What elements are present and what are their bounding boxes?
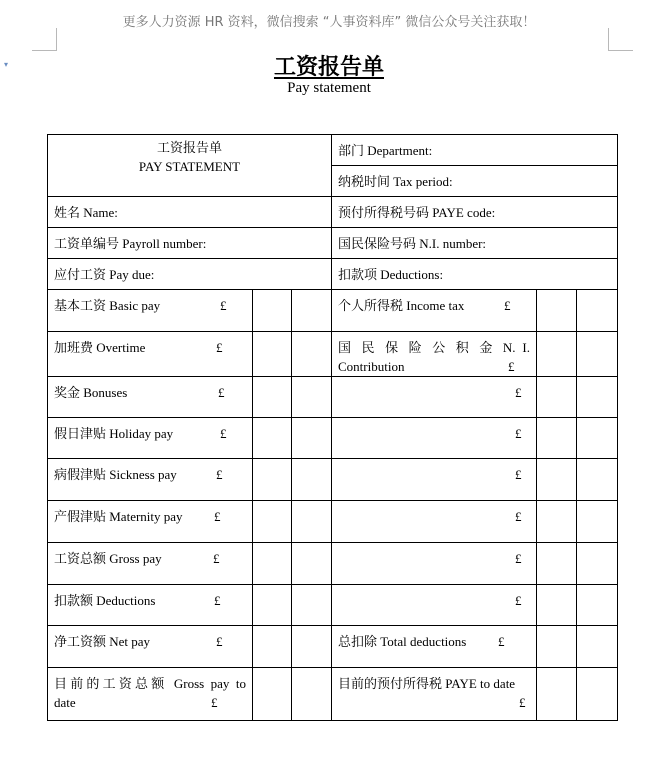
pound-sign: £ <box>515 593 522 608</box>
document-title <box>0 50 658 81</box>
amount-cell <box>253 459 292 501</box>
ni-contribution-label-line2: Contribution <box>338 359 405 374</box>
amount-cell <box>577 290 618 332</box>
pound-sign: £ <box>504 298 511 313</box>
amount-cell <box>537 626 577 668</box>
deduction-blank-cell <box>332 377 537 418</box>
amount-cell <box>577 501 618 543</box>
amount-cell <box>253 543 292 585</box>
document-subtitle: Pay statement <box>287 80 371 96</box>
ni-contribution-label-line1: 国 民 保 险 公 积 金 N. I. <box>338 340 530 355</box>
holiday-pay-cell <box>48 418 253 459</box>
page-corner-mark-right <box>608 28 633 51</box>
pound-sign: £ <box>213 551 220 566</box>
deduction-blank-cell <box>332 543 537 585</box>
pound-sign: £ <box>211 695 218 710</box>
amount-cell <box>292 543 332 585</box>
pound-sign: £ <box>508 359 515 374</box>
amount-cell <box>253 332 292 377</box>
maternity-pay-label: 产假津贴 Maternity pay <box>54 509 183 524</box>
amount-cell <box>577 585 618 626</box>
gross-pay-to-date-label-line1: 目前的工资总额 Gross pay to <box>54 676 246 691</box>
amount-cell <box>292 501 332 543</box>
overtime-cell <box>48 332 253 377</box>
holiday-pay-label: 假日津贴 Holiday pay <box>54 426 174 441</box>
amount-cell <box>537 585 577 626</box>
deduction-blank-cell <box>332 418 537 459</box>
basic-pay-label: 基本工资 Basic pay <box>54 298 161 313</box>
pound-sign: £ <box>515 426 522 441</box>
amount-cell <box>577 668 618 721</box>
amount-cell <box>577 543 618 585</box>
header-note: 更多人力资源 HR 资料，微信搜索 “人事资料库” 微信公众号关注获取！ <box>122 15 536 30</box>
table-heading-cn: 工资报告单 <box>156 140 222 155</box>
amount-cell <box>253 668 292 721</box>
pay-statement-table <box>47 134 618 721</box>
amount-cell <box>292 668 332 721</box>
amount-cell <box>577 332 618 377</box>
deductions-label: 扣款额 Deductions <box>54 593 156 608</box>
deductions-header-cell: 扣款项 Deductions: <box>332 259 618 290</box>
pound-sign: £ <box>519 695 526 710</box>
pound-sign: £ <box>214 593 221 608</box>
paye-code-cell: 预付所得税号码 PAYE code: <box>332 197 618 228</box>
deduction-blank-cell <box>332 585 537 626</box>
ni-number-cell: 国民保险号码 N.I. number: <box>332 228 618 259</box>
bonuses-cell <box>48 377 253 418</box>
deduction-blank-cell <box>332 501 537 543</box>
pound-sign: £ <box>216 634 223 649</box>
paye-to-date-label: 目前的预付所得税 PAYE to date <box>338 676 516 691</box>
amount-cell <box>577 626 618 668</box>
total-deductions-cell <box>332 626 537 668</box>
pay-due-cell: 应付工资 Pay due: <box>48 259 332 290</box>
gross-pay-cell <box>48 543 253 585</box>
paragraph-marker-icon: ▾ <box>4 60 9 69</box>
amount-cell <box>292 332 332 377</box>
amount-cell <box>577 418 618 459</box>
amount-cell <box>577 459 618 501</box>
document-title-text: 工资报告单 <box>273 55 384 80</box>
deductions-cell <box>48 585 253 626</box>
pound-sign: £ <box>515 551 522 566</box>
pound-sign: £ <box>515 385 522 400</box>
income-tax-cell <box>332 290 537 332</box>
sickness-pay-cell <box>48 459 253 501</box>
pound-sign: £ <box>216 340 223 355</box>
total-deductions-label: 总扣除 Total deductions <box>338 634 467 649</box>
pound-sign: £ <box>216 467 223 482</box>
gross-pay-to-date-label-line2: date <box>54 695 76 710</box>
basic-pay-cell <box>48 290 253 332</box>
amount-cell <box>537 290 577 332</box>
amount-cell <box>292 290 332 332</box>
amount-cell <box>292 418 332 459</box>
amount-cell <box>537 668 577 721</box>
amount-cell <box>292 459 332 501</box>
pound-sign: £ <box>515 509 522 524</box>
income-tax-label: 个人所得税 Income tax <box>338 298 465 313</box>
amount-cell <box>537 459 577 501</box>
deduction-blank-cell <box>332 459 537 501</box>
amount-cell <box>537 501 577 543</box>
pound-sign: £ <box>220 298 227 313</box>
ni-contribution-cell <box>332 332 537 377</box>
overtime-label: 加班费 Overtime <box>54 340 146 355</box>
pound-sign: £ <box>515 467 522 482</box>
net-pay-label: 净工资额 Net pay <box>54 634 151 649</box>
amount-cell <box>537 418 577 459</box>
amount-cell <box>537 377 577 418</box>
bonuses-label: 奖金 Bonuses <box>54 385 128 400</box>
page-corner-mark-left <box>32 28 57 51</box>
amount-cell <box>253 501 292 543</box>
department-cell: 部门 Department: <box>332 135 618 166</box>
amount-cell <box>537 332 577 377</box>
amount-cell <box>253 418 292 459</box>
pound-sign: £ <box>220 426 227 441</box>
payroll-number-cell: 工资单编号 Payroll number: <box>48 228 332 259</box>
amount-cell <box>292 585 332 626</box>
sickness-pay-label: 病假津贴 Sickness pay <box>54 467 177 482</box>
name-cell: 姓名 Name: <box>48 197 332 228</box>
amount-cell <box>253 585 292 626</box>
paye-to-date-cell <box>332 668 537 721</box>
table-heading-en: PAY STATEMENT <box>138 159 241 174</box>
maternity-pay-cell <box>48 501 253 543</box>
net-pay-cell <box>48 626 253 668</box>
gross-pay-label: 工资总额 Gross pay <box>54 551 162 566</box>
amount-cell <box>537 543 577 585</box>
table-heading-cell <box>48 135 332 197</box>
amount-cell <box>292 377 332 418</box>
pound-sign: £ <box>214 509 221 524</box>
amount-cell <box>292 626 332 668</box>
pound-sign: £ <box>498 634 505 649</box>
gross-pay-to-date-cell <box>48 668 253 721</box>
amount-cell <box>577 377 618 418</box>
tax-period-cell: 纳税时间 Tax period: <box>332 166 618 197</box>
amount-cell <box>253 377 292 418</box>
amount-cell <box>253 290 292 332</box>
pound-sign: £ <box>218 385 225 400</box>
amount-cell <box>253 626 292 668</box>
